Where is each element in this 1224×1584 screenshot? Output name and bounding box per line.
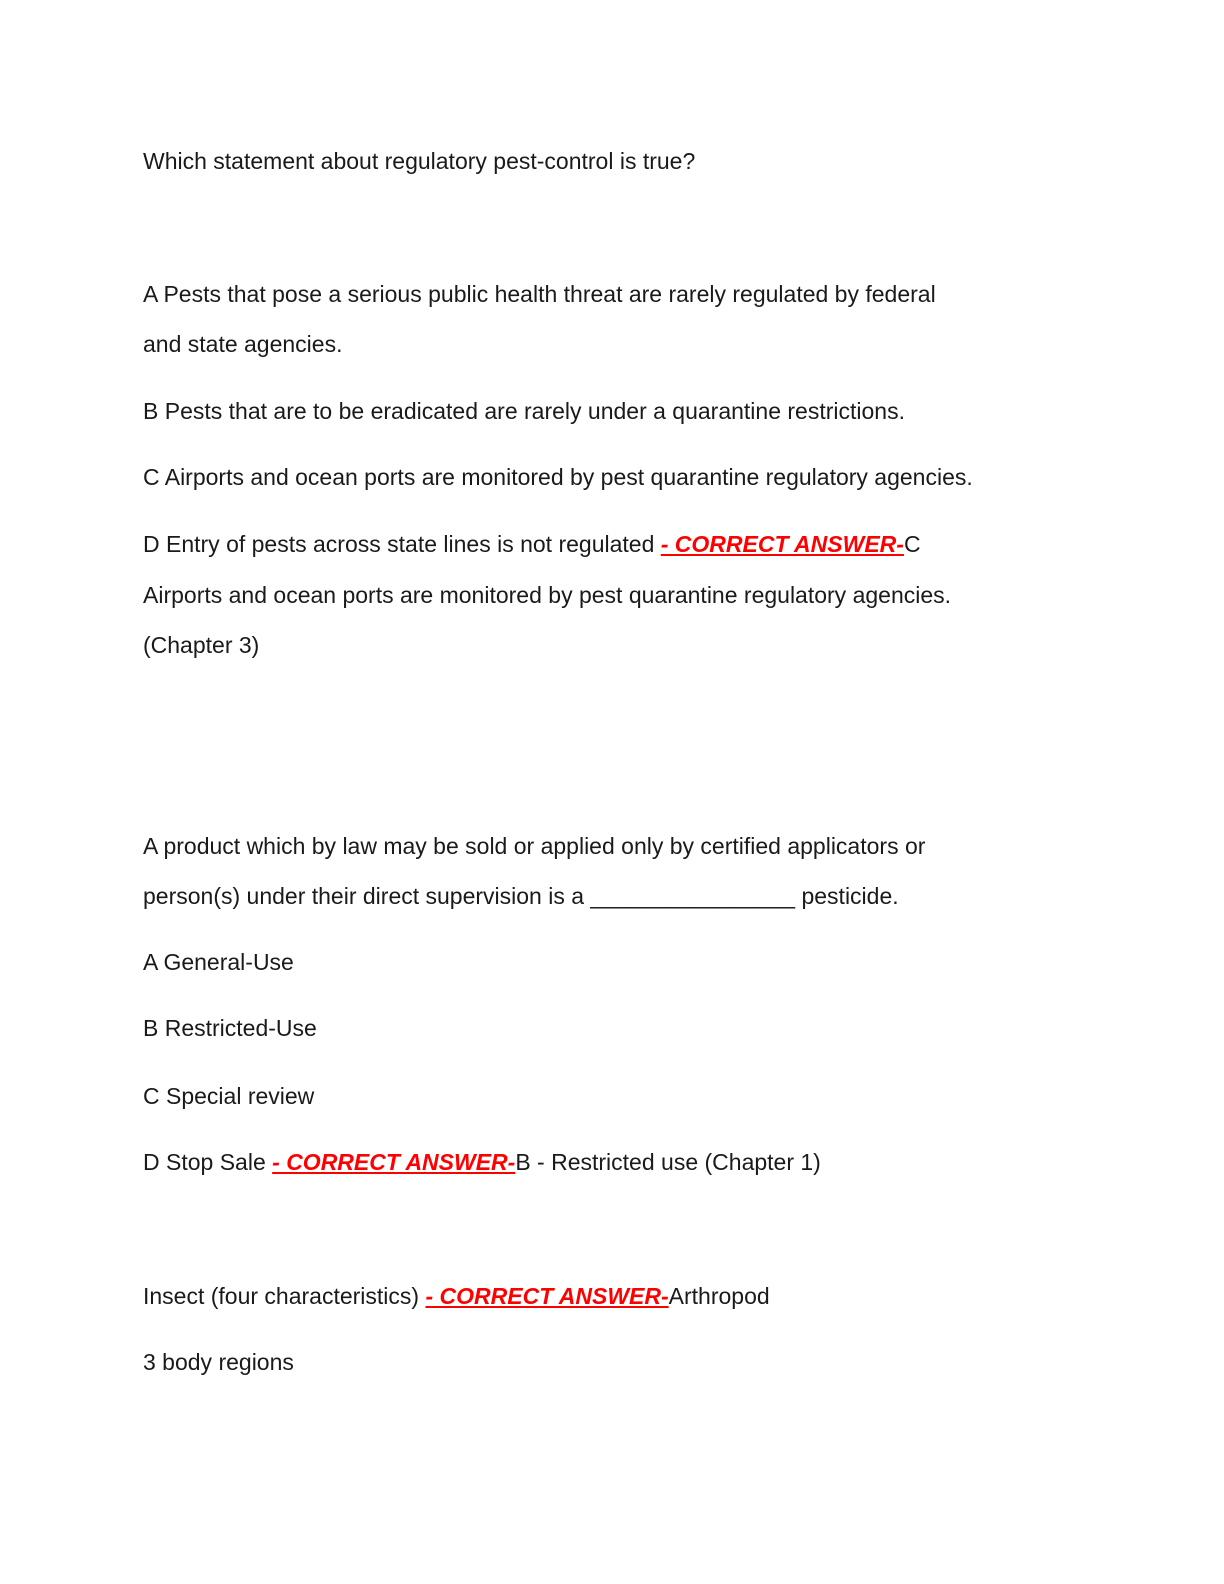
q2-option-c: C Special review xyxy=(143,1083,315,1109)
correct-answer-marker: - CORRECT ANSWER- xyxy=(660,531,904,557)
q2-answer: B - Restricted use (Chapter 1) xyxy=(515,1149,821,1175)
q1-question: Which statement about regulatory pest-control is true? xyxy=(143,148,696,174)
q2-option-d-row xyxy=(143,1147,821,1177)
q1-answer-start: C xyxy=(903,531,921,557)
q2-question-line2: person(s) under their direct supervision is a ________________ pesticide. xyxy=(143,883,899,909)
q1-option-a-line1: A Pests that pose a serious public health threat are rarely regulated by federal xyxy=(143,281,936,307)
q3-question: Insect (four characteristics) xyxy=(143,1283,426,1309)
q2-option-b: B Restricted-Use xyxy=(143,1015,317,1041)
q3-answer-line1: Arthropod xyxy=(668,1283,770,1309)
q1-option-a-line2: and state agencies. xyxy=(143,331,343,357)
q3-answer-line2: 3 body regions xyxy=(143,1349,294,1375)
q1-option-d-row xyxy=(143,529,921,559)
q2-question-line1: A product which by law may be sold or applied only by certified applicators or xyxy=(143,833,926,859)
q1-option-b: B Pests that are to be eradicated are rarely under a quarantine restrictions. xyxy=(143,398,905,424)
q2-option-d: D Stop Sale xyxy=(143,1149,273,1175)
q1-option-c: C Airports and ocean ports are monitored by pest quarantine regulatory agencies. xyxy=(143,464,973,490)
correct-answer-marker: - CORRECT ANSWER- xyxy=(272,1149,516,1175)
q1-option-d: D Entry of pests across state lines is not regulated xyxy=(143,531,661,557)
q1-answer-line2: Airports and ocean ports are monitored by pest quarantine regulatory agencies. xyxy=(143,582,952,608)
q1-answer-line3: (Chapter 3) xyxy=(143,632,260,658)
q3-row xyxy=(143,1281,770,1311)
correct-answer-marker: - CORRECT ANSWER- xyxy=(425,1283,669,1309)
q2-option-a: A General-Use xyxy=(143,949,294,975)
